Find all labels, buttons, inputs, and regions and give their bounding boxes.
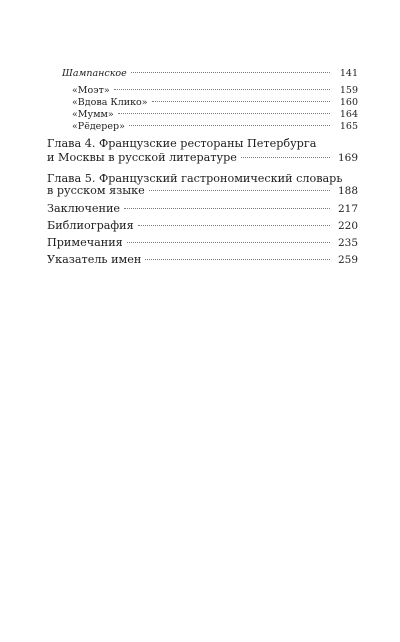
toc-entry-title: «Вдова Клико» xyxy=(72,97,148,108)
toc-entry-page: 164 xyxy=(339,109,358,120)
toc-entry-page: 169 xyxy=(337,152,358,164)
toc-entry-title: Примечания xyxy=(47,236,123,249)
dot-leader xyxy=(118,113,330,114)
toc-entry-page: 259 xyxy=(337,254,358,266)
toc-entry-title: «Мумм» xyxy=(72,109,114,120)
dot-leader xyxy=(145,259,330,260)
toc-entry-page: 141 xyxy=(339,68,358,79)
toc-entry-page: 165 xyxy=(339,121,358,132)
toc-entry-conclusion xyxy=(47,202,358,215)
dot-leader xyxy=(129,125,330,126)
toc-entry-title: Библиография xyxy=(47,219,134,232)
toc-entry-index xyxy=(47,253,358,266)
dot-leader xyxy=(114,89,330,90)
dot-leader xyxy=(131,72,330,73)
toc-entry-page: 160 xyxy=(339,97,358,108)
dot-leader xyxy=(152,101,330,102)
toc-entry-title: Шампанское xyxy=(62,68,127,79)
toc-entry-chapter-4 xyxy=(47,151,358,164)
toc-chapter-5-line-1: Глава 5. Французский гастрономический словарь xyxy=(47,172,343,185)
toc-entry-title: Заключение xyxy=(47,202,121,215)
toc-chapter-4-line-1: Глава 4. Французские рестораны Петербурга xyxy=(47,137,317,150)
dot-leader xyxy=(241,157,330,158)
dot-leader xyxy=(149,190,330,191)
toc-entry-roederer xyxy=(72,121,358,132)
toc-entry-notes xyxy=(47,236,358,249)
toc-entry-page: 159 xyxy=(339,85,358,96)
toc-entry-moet xyxy=(72,85,358,96)
toc-entry-title: и Москвы в русской литературе xyxy=(47,151,237,164)
toc-entry-mumm xyxy=(72,109,358,120)
toc-entry-title: «Рёдерер» xyxy=(72,121,125,132)
toc-entry-page: 235 xyxy=(337,237,358,249)
dot-leader xyxy=(127,242,330,243)
toc-entry-title: в русском языке xyxy=(47,184,145,197)
toc-entry-page: 220 xyxy=(337,220,358,232)
toc-entry-chapter-5 xyxy=(47,184,358,197)
dot-leader xyxy=(138,225,330,226)
toc-entry-page: 217 xyxy=(337,203,358,215)
toc-entry-clicquot xyxy=(72,97,358,108)
dot-leader xyxy=(124,208,330,209)
toc-entry-page: 188 xyxy=(337,185,358,197)
toc-entry-champagne xyxy=(62,68,358,79)
toc-entry-title: «Моэт» xyxy=(72,85,110,96)
toc-entry-bibliography xyxy=(47,219,358,232)
toc-entry-title: Указатель имен xyxy=(47,253,142,266)
